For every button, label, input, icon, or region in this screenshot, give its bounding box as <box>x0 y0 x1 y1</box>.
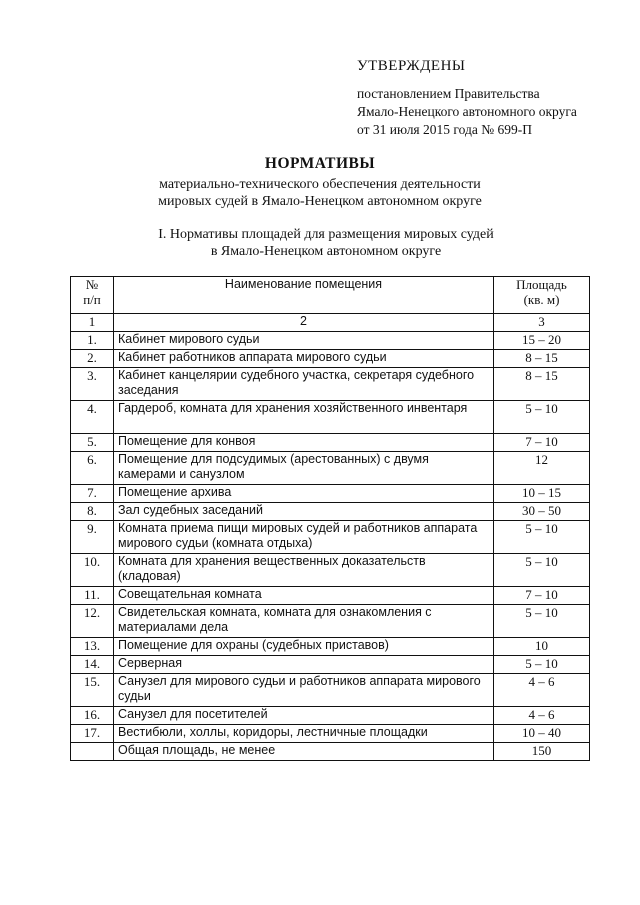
row-number: 5. <box>71 434 114 452</box>
row-area: 8 – 15 <box>494 368 590 401</box>
row-area: 7 – 10 <box>494 587 590 605</box>
row-room-name: Помещение для охраны (судебных приставов) <box>114 638 494 656</box>
row-room-name: Комната приема пищи мировых судей и работников аппарата мирового судьи (комната отдыха) <box>114 521 494 554</box>
row-number: 16. <box>71 707 114 725</box>
row-number: 3. <box>71 368 114 401</box>
row-number: 13. <box>71 638 114 656</box>
header-area-line-2: (кв. м) <box>523 292 560 307</box>
row-number: 4. <box>71 401 114 434</box>
colnum-3: 3 <box>494 314 590 332</box>
document-title: НОРМАТИВЫ <box>264 155 376 172</box>
document-subtitle-2: мировых судей в Ямало-Ненецком автономном округе <box>158 194 482 209</box>
table-row <box>71 638 590 656</box>
table-row <box>71 485 590 503</box>
row-area: 5 – 10 <box>494 605 590 638</box>
table-row <box>71 332 590 350</box>
total-area: 150 <box>494 743 590 761</box>
header-name: Наименование помещения <box>114 277 494 314</box>
row-area: 4 – 6 <box>494 674 590 707</box>
row-number: 6. <box>71 452 114 485</box>
table-row <box>71 503 590 521</box>
row-number: 8. <box>71 503 114 521</box>
row-room-name: Санузел для мирового судьи и работников аппарата мирового судьи <box>114 674 494 707</box>
row-area: 4 – 6 <box>494 707 590 725</box>
table-row <box>71 368 590 401</box>
norms-table <box>70 276 590 761</box>
row-room-name: Кабинет канцелярии судебного участка, секретаря судебного заседания <box>114 368 494 401</box>
row-area: 5 – 10 <box>494 521 590 554</box>
colnum-1: 1 <box>71 314 114 332</box>
row-room-name: Помещение для конвоя <box>114 434 494 452</box>
row-number: 7. <box>71 485 114 503</box>
approval-block <box>357 58 627 139</box>
table-row <box>71 401 590 434</box>
row-room-name: Помещение для подсудимых (арестованных) с двумя камерами и санузлом <box>114 452 494 485</box>
row-number: 9. <box>71 521 114 554</box>
table-row <box>71 554 590 587</box>
row-number: 10. <box>71 554 114 587</box>
colnum-2: 2 <box>114 314 494 332</box>
table-row <box>71 587 590 605</box>
row-room-name: Вестибюли, холлы, коридоры, лестничные площадки <box>114 725 494 743</box>
table-row <box>71 656 590 674</box>
row-room-name: Кабинет мирового судьи <box>114 332 494 350</box>
row-number: 14. <box>71 656 114 674</box>
row-room-name: Кабинет работников аппарата мирового судьи <box>114 350 494 368</box>
row-room-name: Совещательная комната <box>114 587 494 605</box>
total-label: Общая площадь, не менее <box>114 743 494 761</box>
row-number: 12. <box>71 605 114 638</box>
approval-title: УТВЕРЖДЕНЫ <box>357 58 466 74</box>
row-area: 10 <box>494 638 590 656</box>
total-row <box>71 743 590 761</box>
row-room-name: Свидетельская комната, комната для ознакомления с материалами дела <box>114 605 494 638</box>
header-num <box>71 277 114 314</box>
approval-line-3: от 31 июля 2015 года № 699-П <box>357 122 532 137</box>
row-area: 5 – 10 <box>494 401 590 434</box>
header-area <box>494 277 590 314</box>
header-area-line-1: Площадь <box>516 277 567 292</box>
row-area: 15 – 20 <box>494 332 590 350</box>
row-area: 12 <box>494 452 590 485</box>
section-heading-1: I. Нормативы площадей для размещения мировых судей <box>158 227 494 242</box>
table-row <box>71 350 590 368</box>
row-area: 5 – 10 <box>494 656 590 674</box>
document-subtitle-1: материально-технического обеспечения деятельности <box>159 177 481 192</box>
table-row <box>71 725 590 743</box>
row-room-name: Комната для хранения вещественных доказательств (кладовая) <box>114 554 494 587</box>
table-body <box>71 332 590 761</box>
table-row <box>71 707 590 725</box>
row-room-name: Помещение архива <box>114 485 494 503</box>
row-number: 15. <box>71 674 114 707</box>
column-number-row <box>71 314 590 332</box>
row-room-name: Санузел для посетителей <box>114 707 494 725</box>
row-area: 7 – 10 <box>494 434 590 452</box>
row-number: 17. <box>71 725 114 743</box>
row-room-name: Серверная <box>114 656 494 674</box>
table-row <box>71 521 590 554</box>
header-num-line-1: № <box>85 277 99 292</box>
row-number: 11. <box>71 587 114 605</box>
section-heading-2: в Ямало-Ненецком автономном округе <box>210 244 442 259</box>
row-area: 30 – 50 <box>494 503 590 521</box>
row-area: 10 – 15 <box>494 485 590 503</box>
header-num-line-2: п/п <box>83 292 101 307</box>
approval-line-2: Ямало-Ненецкого автономного округа <box>357 104 577 119</box>
approval-line-1: постановлением Правительства <box>357 86 540 101</box>
table-row <box>71 452 590 485</box>
row-area: 8 – 15 <box>494 350 590 368</box>
row-number: 1. <box>71 332 114 350</box>
row-room-name: Зал судебных заседаний <box>114 503 494 521</box>
row-room-name: Гардероб, комната для хранения хозяйственного инвентаря <box>114 401 494 434</box>
table-row <box>71 434 590 452</box>
table-header-row <box>71 277 590 314</box>
table-row <box>71 605 590 638</box>
row-number: 2. <box>71 350 114 368</box>
row-area: 5 – 10 <box>494 554 590 587</box>
total-number <box>71 743 114 761</box>
table-row <box>71 674 590 707</box>
row-area: 10 – 40 <box>494 725 590 743</box>
